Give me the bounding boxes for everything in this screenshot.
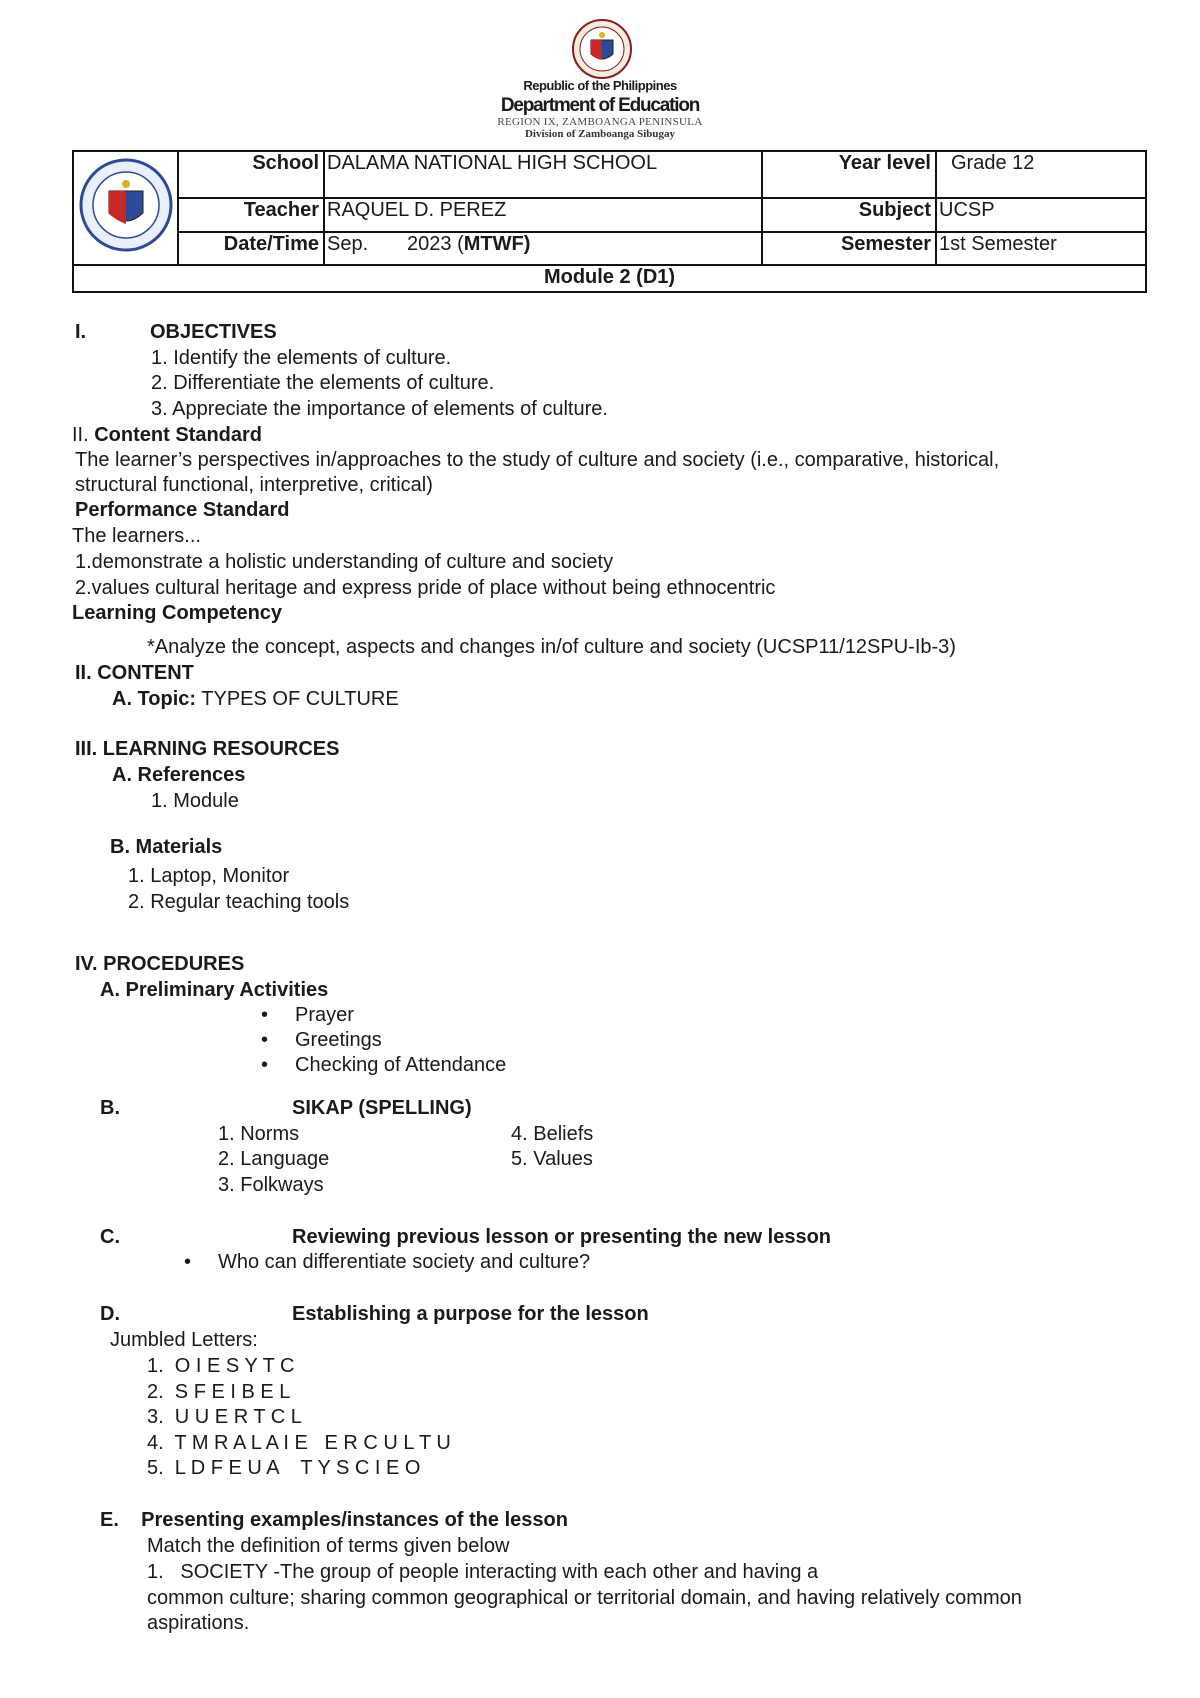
jumbled-item: 5. L D F E U A T Y S C I E O xyxy=(147,1457,421,1479)
section-b-letter: B. xyxy=(100,1097,120,1119)
year-level-value: Grade 12 xyxy=(936,151,1146,198)
purpose-title: Establishing a purpose for the lesson xyxy=(292,1303,649,1325)
reviewing-item: • Who can differentiate society and culture? xyxy=(218,1250,590,1274)
learning-competency-title: Learning Competency xyxy=(72,602,283,624)
content-standard-line: The learner’s perspectives in/approaches to the study of culture and society (i.e., comparative, historical, xyxy=(75,449,1000,471)
subject-label: Subject xyxy=(762,198,936,231)
performance-standard-item: 1.demonstrate a holistic understanding of culture and society xyxy=(75,551,614,573)
resources-title: III. LEARNING RESOURCES xyxy=(75,738,340,760)
jumbled-item: 3. U U E R T C L xyxy=(147,1406,302,1428)
performance-standard-title: Performance Standard xyxy=(75,499,290,521)
topic-label: A. Topic: xyxy=(112,688,197,710)
deped-seal-icon xyxy=(571,18,633,80)
spelling-word: 1. Norms xyxy=(218,1123,300,1145)
references-item: 1. Module xyxy=(151,790,239,812)
content-standard-num: II. xyxy=(72,424,89,446)
jumbled-item: 2. S F E I B E L xyxy=(147,1381,291,1403)
definition-line: common culture; sharing common geographical or territorial domain, and having relatively common xyxy=(147,1587,1022,1609)
performance-standard-item: 2.values cultural heritage and express pride of place without being ethnocentric xyxy=(75,577,776,599)
topic-line xyxy=(112,687,399,711)
school-value: DALAMA NATIONAL HIGH SCHOOL xyxy=(324,151,762,198)
materials-label: B. Materials xyxy=(110,836,223,858)
content-standard-heading xyxy=(72,423,262,447)
references-label: A. References xyxy=(112,764,246,786)
spelling-word: 5. Values xyxy=(511,1148,593,1170)
presenting-intro: Match the definition of terms given below xyxy=(147,1535,510,1557)
school-label: School xyxy=(178,151,324,198)
department-title: Department of Education xyxy=(500,95,700,116)
spelling-word: 4. Beliefs xyxy=(511,1123,594,1145)
reviewing-title: Reviewing previous lesson or presenting the new lesson xyxy=(292,1226,832,1248)
content-title: II. CONTENT xyxy=(75,662,194,684)
objective-item: 3. Appreciate the importance of elements of culture. xyxy=(151,398,608,420)
division-text: Division of Zamboanga Sibugay xyxy=(524,128,676,140)
year-level-label: Year level xyxy=(762,151,936,198)
region-text: REGION IX, ZAMBOANGA PENINSULA xyxy=(497,116,703,128)
performance-standard-intro: The learners... xyxy=(72,525,201,547)
section-c-letter: C. xyxy=(100,1226,120,1248)
spelling-word: 3. Folkways xyxy=(218,1174,324,1196)
spelling-title: SIKAP (SPELLING) xyxy=(292,1097,472,1119)
objectives-num: I. xyxy=(75,321,87,343)
definition-line: aspirations. xyxy=(147,1612,250,1634)
date-time-value xyxy=(324,232,762,265)
spelling-word: 2. Language xyxy=(218,1148,330,1170)
topic-value: TYPES OF CULTURE xyxy=(196,688,399,710)
date-time-label: Date/Time xyxy=(178,232,324,265)
module-title: Module 2 (D1) xyxy=(73,265,1146,292)
objectives-title: OBJECTIVES xyxy=(150,321,277,343)
objective-item: 1. Identify the elements of culture. xyxy=(151,347,452,369)
republic-text: Republic of the Philippines xyxy=(523,78,677,93)
content-standard-line: structural functional, interpretive, critical) xyxy=(75,474,433,496)
jumbled-item: 4. T M R A L A I E E R C U L T U xyxy=(147,1432,451,1454)
materials-item: 2. Regular teaching tools xyxy=(128,891,350,913)
objective-item: 2. Differentiate the elements of culture. xyxy=(151,372,495,394)
jumbled-item: 1. O I E S Y T C xyxy=(147,1355,295,1377)
content-standard-title: Content Standard xyxy=(94,424,263,446)
preliminary-activities-label: A. Preliminary Activities xyxy=(100,979,329,1001)
definition-line: 1. SOCIETY -The group of people interacting with each other and having a xyxy=(147,1561,819,1583)
preliminary-item: • Greetings xyxy=(295,1028,382,1052)
preliminary-item: • Checking of Attendance xyxy=(295,1053,506,1077)
teacher-value: RAQUEL D. PEREZ xyxy=(324,198,762,231)
deped-logo-cell xyxy=(73,151,178,265)
date-text: Sep. 2023 ( xyxy=(327,232,464,255)
procedures-title: IV. PROCEDURES xyxy=(75,953,245,975)
date-days: MTWF) xyxy=(463,232,531,255)
semester-label: Semester xyxy=(762,232,936,265)
preliminary-item: • Prayer xyxy=(295,1003,354,1027)
learning-competency-text: *Analyze the concept, aspects and changes in/of culture and society (UCSP11/12SPU-Ib-3) xyxy=(147,636,956,658)
lesson-info-table xyxy=(72,150,1147,293)
deped-logo-icon xyxy=(78,157,174,253)
semester-value: 1st Semester xyxy=(936,232,1146,265)
jumbled-letters-intro: Jumbled Letters: xyxy=(110,1329,258,1351)
materials-item: 1. Laptop, Monitor xyxy=(128,865,290,887)
teacher-label: Teacher xyxy=(178,198,324,231)
subject-value: UCSP xyxy=(936,198,1146,231)
section-d-letter: D. xyxy=(100,1303,120,1325)
presenting-examples-label: E. Presenting examples/instances of the lesson xyxy=(100,1509,568,1531)
